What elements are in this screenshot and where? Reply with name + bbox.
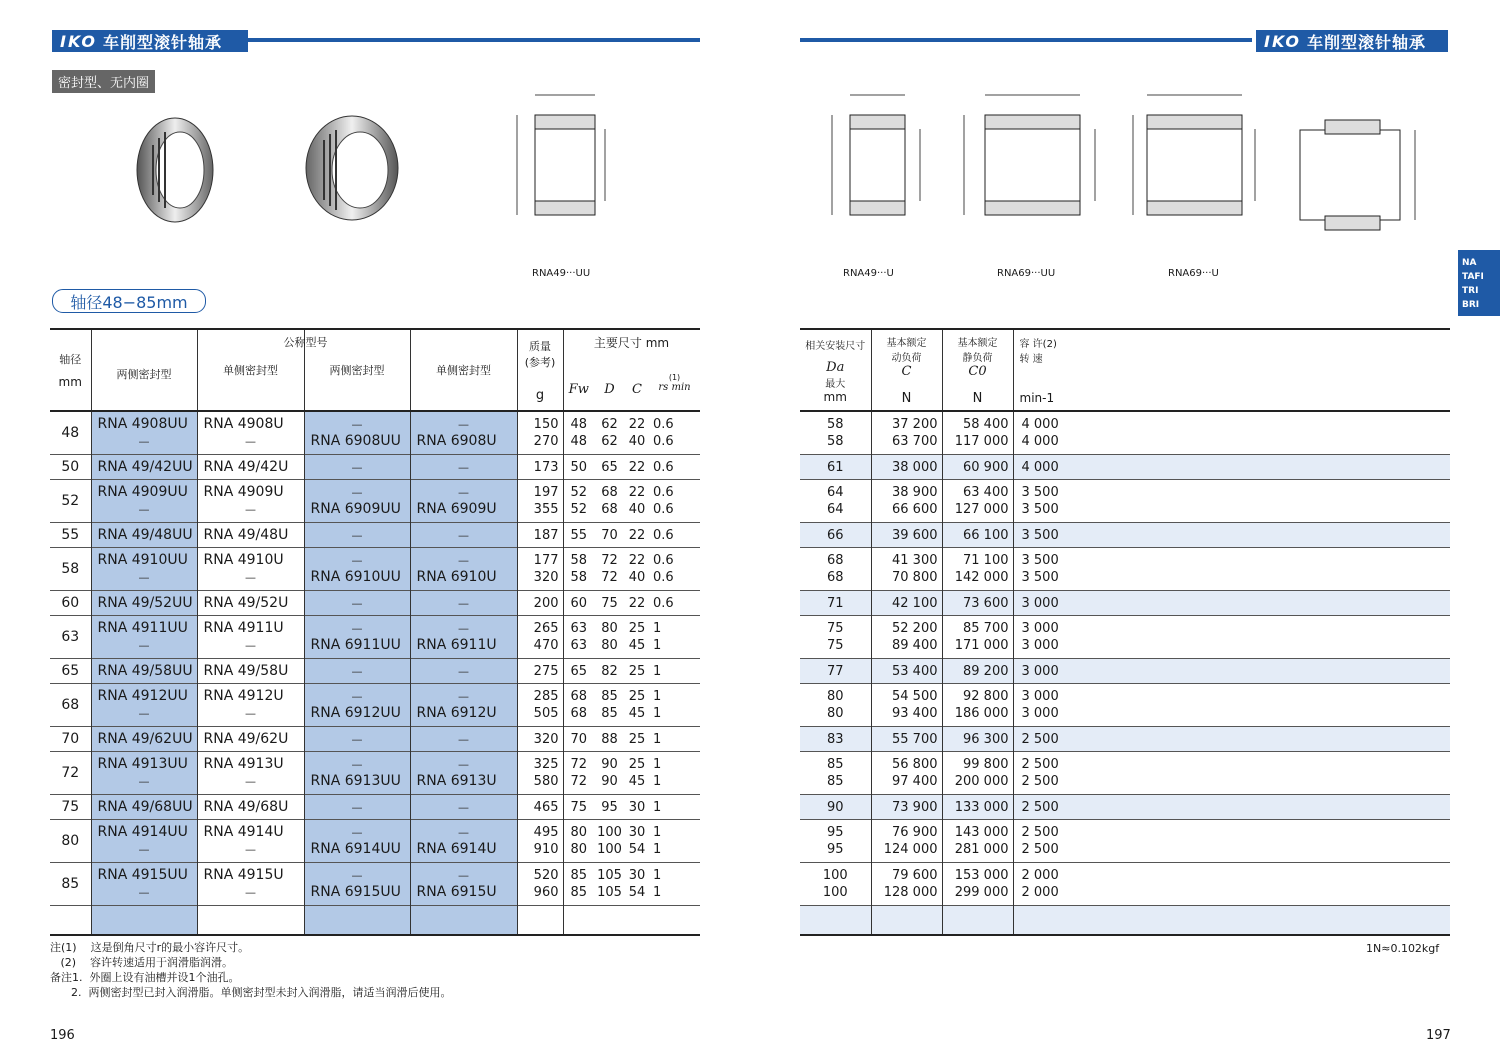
fw-value: 75	[570, 799, 588, 815]
d-value: 70	[601, 527, 618, 543]
mass-value: 173	[517, 454, 563, 479]
table-row	[50, 547, 700, 590]
single-seal-model: RNA 49/62U	[197, 726, 304, 751]
col-da: 相关安装尺寸 Da 最大 mm	[800, 329, 871, 411]
side-tab-tafi: TAFI	[1462, 272, 1484, 282]
double-seal-model-69: —	[304, 522, 410, 547]
single-seal-model: RNA 49/42U	[197, 454, 304, 479]
da-value: 95 95	[800, 819, 871, 862]
double-seal-model: RNA 4912UU —	[91, 683, 197, 726]
bearing-photo-2	[300, 110, 405, 230]
double-seal-model-69: —	[304, 454, 410, 479]
speed-value: 3 000 3 000	[1021, 620, 1059, 653]
speed-value: 2 500	[1021, 731, 1059, 747]
col-fw: 主要尺寸 mm Fw	[563, 329, 594, 411]
table-row	[800, 658, 1450, 683]
iko-logo: IKO	[1264, 31, 1301, 51]
dynamic-load-value: 79 600 128 000	[871, 862, 942, 905]
speed-value: 4 000	[1021, 459, 1059, 475]
single-seal-model: RNA 4910U —	[197, 547, 304, 590]
rs-value: 1	[653, 799, 662, 815]
table-row	[800, 522, 1450, 547]
single-seal-model: RNA 49/68U	[197, 794, 304, 819]
da-value: 64 64	[800, 479, 871, 522]
table-row	[50, 411, 700, 454]
shaft-diameter: 65	[50, 658, 91, 683]
c-value: 25 45	[628, 756, 646, 789]
single-seal-model-69: —	[410, 454, 517, 479]
fw-value: 65	[570, 663, 588, 679]
shaft-diameter: 75	[50, 794, 91, 819]
shaft-diameter: 50	[50, 454, 91, 479]
table-filler	[800, 905, 1450, 935]
single-seal-model: RNA 4913U —	[197, 751, 304, 794]
speed-value: 2 500	[1021, 799, 1059, 815]
col-static-load: 基本额定 静负荷 C0 N	[942, 329, 1013, 411]
single-seal-model-69: —	[410, 726, 517, 751]
static-load-value: 71 100 142 000	[942, 547, 1013, 590]
single-seal-model: RNA 4915U —	[197, 862, 304, 905]
shaft-diameter: 55	[50, 522, 91, 547]
speed-value: 3 500 3 500	[1021, 484, 1059, 517]
speed-value: 3 500	[1021, 527, 1059, 543]
rs-value: 1 1	[653, 620, 662, 653]
static-load-value: 66 100	[942, 522, 1013, 547]
single-seal-model: RNA 4914U —	[197, 819, 304, 862]
left-spec-table	[50, 328, 700, 936]
double-seal-model: RNA 49/48UU	[91, 522, 197, 547]
mass-value: 275	[517, 658, 563, 683]
mass-value: 150 270	[517, 411, 563, 454]
static-load-value: 60 900	[942, 454, 1013, 479]
d-value: 88	[601, 731, 618, 747]
d-value: 72 72	[601, 552, 618, 585]
table-row	[800, 751, 1450, 794]
dynamic-load-value: 76 900 124 000	[871, 819, 942, 862]
shaft-diameter: 48	[50, 411, 91, 454]
speed-value: 3 000 3 000	[1021, 688, 1059, 721]
table-row	[50, 794, 700, 819]
left-header-rule	[246, 38, 700, 42]
col-mass: 质量 (参考) g	[517, 329, 563, 411]
shaft-diameter: 63	[50, 615, 91, 658]
right-brand-header	[1256, 30, 1448, 52]
static-load-value: 133 000	[942, 794, 1013, 819]
section-tag: 密封型、无内圈	[52, 70, 155, 93]
c-value: 25	[628, 663, 646, 679]
rs-value: 0.6 0.6	[653, 484, 674, 517]
fw-value: 60	[570, 595, 588, 611]
single-seal-model-69: —	[410, 794, 517, 819]
da-value: 90	[800, 794, 871, 819]
table-row	[50, 726, 700, 751]
table-row	[50, 590, 700, 615]
fw-value: 52 52	[570, 484, 588, 517]
speed-value: 3 000	[1021, 595, 1059, 611]
da-value: 61	[800, 454, 871, 479]
table-row	[800, 454, 1450, 479]
double-seal-model: RNA 4909UU —	[91, 479, 197, 522]
table-row	[50, 615, 700, 658]
c-value: 30 54	[628, 867, 646, 900]
double-seal-model: RNA 49/52UU	[91, 590, 197, 615]
double-seal-model-69: — RNA 6908UU	[304, 411, 410, 454]
shaft-diameter: 70	[50, 726, 91, 751]
rs-value: 1 1	[653, 688, 662, 721]
side-tab-tri: TRI	[1462, 286, 1479, 296]
mass-value: 495 910	[517, 819, 563, 862]
table-row	[800, 615, 1450, 658]
table-row	[50, 454, 700, 479]
table-row	[800, 862, 1450, 905]
rs-value: 1	[653, 663, 662, 679]
double-seal-model: RNA 49/62UU	[91, 726, 197, 751]
double-seal-model-69: — RNA 6914UU	[304, 819, 410, 862]
fw-value: 63 63	[570, 620, 588, 653]
da-value: 71	[800, 590, 871, 615]
mass-value: 187	[517, 522, 563, 547]
left-brand-header	[52, 30, 248, 52]
drawing-mounting	[1290, 100, 1430, 250]
single-seal-model: RNA 49/58U	[197, 658, 304, 683]
da-value: 58 58	[800, 411, 871, 454]
rs-value: 0.6 0.6	[653, 417, 674, 449]
left-header-title: 车削型滚针轴承	[102, 32, 222, 52]
mass-value: 520 960	[517, 862, 563, 905]
rs-value: 0.6	[653, 459, 674, 475]
mass-value: 265 470	[517, 615, 563, 658]
col-c: C	[625, 329, 649, 411]
double-seal-model-69: — RNA 6910UU	[304, 547, 410, 590]
drawing-rna69-u	[1125, 85, 1265, 235]
remark-2: 2. 两侧密封型已封入润滑脂。单侧密封型未封入润滑脂，请适当润滑后使用。	[50, 986, 452, 999]
static-load-value: 63 400 127 000	[942, 479, 1013, 522]
drawing-caption-1: RNA49···UU	[532, 268, 591, 279]
d-value: 105 105	[597, 867, 622, 900]
mass-value: 320	[517, 726, 563, 751]
speed-value: 4 000 4 000	[1021, 417, 1059, 449]
rs-value: 1 1	[653, 867, 662, 900]
da-value: 100 100	[800, 862, 871, 905]
rs-value: 1 1	[653, 824, 662, 857]
c-value: 25	[628, 731, 646, 747]
single-seal-model: RNA 49/48U	[197, 522, 304, 547]
page-number-right: 197	[1426, 1028, 1451, 1043]
drawing-rna69-uu	[950, 85, 1110, 235]
speed-value: 3 000	[1021, 663, 1059, 679]
static-load-value: 73 600	[942, 590, 1013, 615]
dynamic-load-value: 37 200 63 700	[871, 411, 942, 454]
table-row	[800, 819, 1450, 862]
shaft-diameter: 85	[50, 862, 91, 905]
static-load-value: 92 800 186 000	[942, 683, 1013, 726]
speed-value: 3 500 3 500	[1021, 552, 1059, 585]
static-load-value: 153 000 299 000	[942, 862, 1013, 905]
table-filler	[50, 905, 700, 935]
col-double-seal: 两侧密封型 公称型号	[91, 329, 197, 411]
double-seal-model: RNA 4908UU —	[91, 411, 197, 454]
dynamic-load-value: 38 900 66 600	[871, 479, 942, 522]
fw-value: 55	[570, 527, 588, 543]
double-seal-model-69: —	[304, 590, 410, 615]
single-seal-model-69: — RNA 6914U	[410, 819, 517, 862]
da-value: 83	[800, 726, 871, 751]
single-seal-model-69: —	[410, 522, 517, 547]
footnote-2: (2) 容许转速适用于润滑脂润滑。	[50, 956, 234, 969]
shaft-diameter: 60	[50, 590, 91, 615]
static-load-value: 58 400 117 000	[942, 411, 1013, 454]
static-load-value: 143 000 281 000	[942, 819, 1013, 862]
static-load-value: 85 700 171 000	[942, 615, 1013, 658]
right-spec-table	[800, 328, 1450, 936]
fw-value: 80 80	[570, 824, 588, 857]
drawing-rna49-u	[820, 85, 935, 235]
remark-1: 备注1. 外圈上设有油槽并设1个油孔。	[50, 971, 240, 984]
single-seal-model-69: — RNA 6911U	[410, 615, 517, 658]
da-value: 85 85	[800, 751, 871, 794]
drawing-caption-3: RNA69···UU	[997, 268, 1056, 279]
shaft-diameter: 52	[50, 479, 91, 522]
double-seal-model: RNA 49/42UU	[91, 454, 197, 479]
c-value: 22	[628, 595, 646, 611]
d-value: 75	[601, 595, 618, 611]
single-seal-model-69: — RNA 6908U	[410, 411, 517, 454]
bearing-photo-1	[125, 110, 225, 230]
shaft-diameter: 68	[50, 683, 91, 726]
mass-value: 465	[517, 794, 563, 819]
single-seal-model-69: —	[410, 590, 517, 615]
single-seal-model-69: — RNA 6913U	[410, 751, 517, 794]
single-seal-model: RNA 4911U —	[197, 615, 304, 658]
fw-value: 85 85	[570, 867, 588, 900]
side-index-tab[interactable]	[1458, 250, 1500, 316]
table-row	[50, 819, 700, 862]
mass-value: 285 505	[517, 683, 563, 726]
double-seal-model-69: — RNA 6912UU	[304, 683, 410, 726]
c-value: 30	[628, 799, 646, 815]
speed-value: 2 500 2 500	[1021, 756, 1059, 789]
footnote-1: 注(1) 这是倒角尺寸r的最小容许尺寸。	[50, 941, 250, 954]
speed-value: 2 500 2 500	[1021, 824, 1059, 857]
c-value: 22 40	[628, 552, 646, 585]
double-seal-model: RNA 4910UU —	[91, 547, 197, 590]
table-row	[50, 751, 700, 794]
double-seal-model: RNA 4915UU —	[91, 862, 197, 905]
iko-logo: IKO	[60, 31, 97, 51]
right-header-rule	[800, 38, 1252, 42]
double-seal-model-69: — RNA 6915UU	[304, 862, 410, 905]
drawing-caption-2: RNA49···U	[843, 268, 894, 279]
rs-value: 0.6	[653, 595, 674, 611]
double-seal-model-69: —	[304, 794, 410, 819]
static-load-value: 96 300	[942, 726, 1013, 751]
double-seal-model: RNA 49/58UU	[91, 658, 197, 683]
dynamic-load-value: 53 400	[871, 658, 942, 683]
side-tab-bri: BRI	[1462, 300, 1480, 310]
footnotes	[50, 940, 451, 1000]
col-dynamic-load: 基本额定 动负荷 C N	[871, 329, 942, 411]
da-value: 68 68	[800, 547, 871, 590]
d-value: 68 68	[601, 484, 618, 517]
shaft-diameter: 80	[50, 819, 91, 862]
double-seal-model-69: —	[304, 726, 410, 751]
dynamic-load-value: 56 800 97 400	[871, 751, 942, 794]
table-row	[50, 522, 700, 547]
d-value: 100 100	[597, 824, 622, 857]
double-seal-model-69: — RNA 6913UU	[304, 751, 410, 794]
fw-value: 50	[570, 459, 588, 475]
single-seal-model-69: — RNA 6915U	[410, 862, 517, 905]
dynamic-load-value: 55 700	[871, 726, 942, 751]
da-value: 75 75	[800, 615, 871, 658]
double-seal-model: RNA 4914UU —	[91, 819, 197, 862]
single-seal-model-69: — RNA 6910U	[410, 547, 517, 590]
table-row	[800, 683, 1450, 726]
drawing-caption-4: RNA69···U	[1168, 268, 1219, 279]
rs-value: 0.6	[653, 527, 674, 543]
double-seal-model: RNA 4913UU —	[91, 751, 197, 794]
c-value: 30 54	[628, 824, 646, 857]
rs-value: 1	[653, 731, 662, 747]
mass-value: 200	[517, 590, 563, 615]
single-seal-model: RNA 4909U —	[197, 479, 304, 522]
mass-value: 197 355	[517, 479, 563, 522]
single-seal-model-69: — RNA 6912U	[410, 683, 517, 726]
speed-value: 2 000 2 000	[1021, 867, 1059, 900]
side-tab-na: NA	[1462, 258, 1477, 268]
double-seal-model: RNA 4911UU —	[91, 615, 197, 658]
d-value: 65	[601, 459, 618, 475]
table-row	[800, 479, 1450, 522]
rs-value: 0.6 0.6	[653, 552, 674, 585]
double-seal-model-69: — RNA 6911UU	[304, 615, 410, 658]
fw-value: 58 58	[570, 552, 588, 585]
mass-value: 177 320	[517, 547, 563, 590]
table-row	[50, 683, 700, 726]
unit-conversion-note: 1N≈0.102kgf	[1366, 942, 1440, 955]
table-row	[50, 658, 700, 683]
dynamic-load-value: 38 000	[871, 454, 942, 479]
col-shaft: 轴径 mm	[50, 329, 91, 411]
d-value: 80 80	[601, 620, 618, 653]
c-value: 22 40	[628, 484, 646, 517]
c-value: 22	[628, 527, 646, 543]
d-value: 90 90	[601, 756, 618, 789]
single-seal-model: RNA 49/52U	[197, 590, 304, 615]
c-value: 22	[628, 459, 646, 475]
c-value: 22 40	[628, 417, 646, 449]
dynamic-load-value: 52 200 89 400	[871, 615, 942, 658]
d-value: 95	[601, 799, 618, 815]
col-speed: 容 许(2) 转 速 min-1	[1013, 329, 1450, 411]
drawing-rna49-uu	[505, 85, 625, 235]
shaft-diameter: 72	[50, 751, 91, 794]
single-seal-model: RNA 4908U —	[197, 411, 304, 454]
fw-value: 72 72	[570, 756, 588, 789]
table-row	[800, 794, 1450, 819]
d-value: 85 85	[601, 688, 618, 721]
col-single-seal: 单侧密封型	[197, 329, 304, 411]
table-row	[800, 411, 1450, 454]
da-value: 66	[800, 522, 871, 547]
dynamic-load-value: 39 600	[871, 522, 942, 547]
table-row	[800, 547, 1450, 590]
da-value: 77	[800, 658, 871, 683]
dynamic-load-value: 42 100	[871, 590, 942, 615]
c-value: 25 45	[628, 620, 646, 653]
rs-value: 1 1	[653, 756, 662, 789]
table-row	[800, 726, 1450, 751]
dynamic-load-value: 54 500 93 400	[871, 683, 942, 726]
page-number-left: 196	[50, 1028, 75, 1043]
mass-value: 325 580	[517, 751, 563, 794]
fw-value: 68 68	[570, 688, 588, 721]
fw-value: 48 48	[570, 417, 588, 449]
d-value: 82	[601, 663, 618, 679]
right-header-title: 车削型滚针轴承	[1306, 32, 1426, 52]
shaft-range-badge: 轴径48−85mm	[52, 289, 206, 313]
dynamic-load-value: 41 300 70 800	[871, 547, 942, 590]
single-seal-model: RNA 4912U —	[197, 683, 304, 726]
single-seal-model-69: —	[410, 658, 517, 683]
fw-value: 70	[570, 731, 588, 747]
col-single-seal-2: 单侧密封型	[410, 329, 517, 411]
static-load-value: 99 800 200 000	[942, 751, 1013, 794]
col-double-seal-2: 两侧密封型	[304, 329, 410, 411]
table-row	[50, 862, 700, 905]
da-value: 80 80	[800, 683, 871, 726]
static-load-value: 89 200	[942, 658, 1013, 683]
double-seal-model: RNA 49/68UU	[91, 794, 197, 819]
double-seal-model-69: — RNA 6909UU	[304, 479, 410, 522]
table-row	[50, 479, 700, 522]
col-rs: (1) rs min	[649, 329, 700, 411]
table-row	[800, 590, 1450, 615]
col-d: D	[594, 329, 625, 411]
shaft-diameter: 58	[50, 547, 91, 590]
double-seal-model-69: —	[304, 658, 410, 683]
single-seal-model-69: — RNA 6909U	[410, 479, 517, 522]
d-value: 62 62	[601, 417, 618, 449]
dynamic-load-value: 73 900	[871, 794, 942, 819]
c-value: 25 45	[628, 688, 646, 721]
